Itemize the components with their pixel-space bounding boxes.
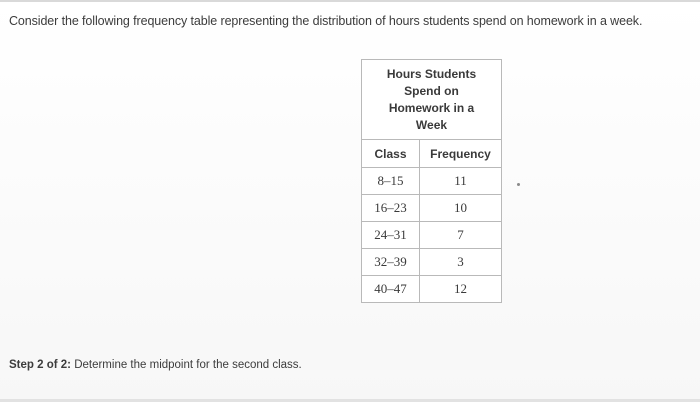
question-text: Consider the following frequency table representing the distribution of hours students spend on homework in a week. (9, 14, 643, 28)
step-instruction (9, 359, 302, 371)
frequency-cell: 10 (454, 200, 467, 215)
table-row (362, 249, 501, 276)
table-row (362, 195, 501, 222)
table-row (362, 276, 501, 302)
class-cell: 16–23 (362, 195, 420, 221)
frequency-cell: 11 (454, 173, 467, 188)
stray-dot (517, 183, 520, 186)
frequency-table (361, 59, 502, 303)
frequency-column-header: Frequency (430, 146, 491, 161)
frequency-cell: 3 (457, 254, 464, 269)
frequency-cell: 7 (457, 227, 464, 242)
class-cell: 32–39 (362, 249, 420, 275)
step-text: Determine the midpoint for the second class. (74, 359, 302, 371)
class-cell: 8–15 (362, 168, 420, 194)
table-header-row (362, 140, 501, 168)
top-divider (0, 0, 700, 2)
class-cell: 40–47 (362, 276, 420, 302)
table-row (362, 222, 501, 249)
table-row (362, 168, 501, 195)
table-caption-text: Hours Students Spend on Homework in a Week (386, 66, 477, 132)
table-caption (362, 60, 501, 140)
step-label: Step 2 of 2: (9, 359, 71, 371)
class-column-header: Class (362, 140, 420, 167)
class-cell: 24–31 (362, 222, 420, 248)
frequency-cell: 12 (454, 281, 467, 296)
